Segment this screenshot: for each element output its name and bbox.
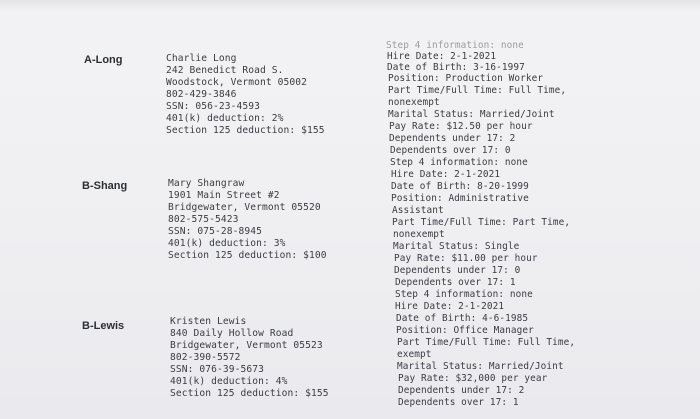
info-line: Hire Date: 2-1-2021 — [387, 51, 497, 62]
info-line: Date of Birth: 4-6-1985 — [396, 313, 529, 324]
info-line: Marital Status: Married/Joint — [397, 361, 564, 372]
employee-401k: 401(k) deduction: 2% — [166, 113, 284, 124]
employee-label-b-lewis: B-Lewis — [82, 320, 125, 332]
info-line: Dependents over 17: 1 — [395, 277, 516, 288]
info-line: Marital Status: Single — [393, 241, 520, 252]
employee-label-b-shang: B-Shang — [82, 180, 128, 192]
info-line: Position: Office Manager — [396, 325, 534, 336]
info-line: Pay Rate: $11.00 per hour — [394, 253, 538, 264]
info-line: Dependents under 17: 2 — [398, 385, 525, 396]
employee-phone: 802-429-3846 — [166, 89, 237, 100]
info-line: Position: Administrative — [391, 193, 529, 204]
info-line: Date of Birth: 3-16-1997 — [387, 62, 525, 73]
info-line: Assistant — [392, 205, 444, 216]
info-line: Hire Date: 2-1-2021 — [391, 169, 501, 180]
employee-city: Bridgewater, Vermont 05520 — [168, 202, 321, 213]
employee-ssn: SSN: 076-39-5673 — [170, 364, 265, 375]
employee-phone: 802-575-5423 — [168, 214, 239, 225]
employee-section125: Section 125 deduction: $155 — [170, 388, 329, 399]
info-line: Dependents under 17: 2 — [389, 133, 516, 144]
info-line: Dependents under 17: 0 — [394, 265, 521, 276]
employee-401k: 401(k) deduction: 4% — [170, 376, 288, 387]
info-line: Part Time/Full Time: Part Time, — [392, 217, 571, 228]
employee-section125: Section 125 deduction: $155 — [166, 125, 325, 136]
info-line: Dependents over 17: 1 — [398, 397, 519, 408]
employee-label-a-long: A-Long — [84, 54, 123, 66]
employee-address: 242 Benedict Road S. — [166, 65, 284, 76]
employee-name: Charlie Long — [166, 53, 237, 64]
employee-401k: 401(k) deduction: 3% — [168, 238, 286, 249]
info-line: Dependents over 17: 0 — [390, 145, 511, 156]
info-line: Part Time/Full Time: Full Time, — [388, 85, 567, 96]
employee-phone: 802-390-5572 — [170, 352, 241, 363]
info-line: Step 4 information: none — [390, 157, 528, 168]
info-line: Date of Birth: 8-20-1999 — [391, 181, 529, 192]
employee-address: 1901 Main Street #2 — [168, 190, 280, 201]
info-line: Position: Production Worker — [388, 73, 544, 84]
info-line: Marital Status: Married/Joint — [388, 109, 555, 120]
employee-ssn: SSN: 075-28-8945 — [168, 226, 263, 237]
info-line: nonexempt — [393, 229, 445, 240]
info-line: Step 4 information: none — [386, 40, 524, 51]
info-line: exempt — [397, 349, 432, 360]
info-line: Pay Rate: $32,000 per year — [398, 373, 548, 384]
employee-city: Bridgewater, Vermont 05523 — [170, 340, 323, 351]
employee-ssn: SSN: 056-23-4593 — [166, 101, 261, 112]
info-line: Part Time/Full Time: Full Time, — [397, 337, 576, 348]
info-line: Hire Date: 2-1-2021 — [395, 301, 505, 312]
info-line: nonexempt — [388, 97, 440, 108]
employee-name: Mary Shangraw — [168, 178, 245, 189]
employee-section125: Section 125 deduction: $100 — [168, 250, 327, 261]
employee-city: Woodstock, Vermont 05002 — [166, 77, 308, 88]
employee-name: Kristen Lewis — [170, 316, 247, 327]
page-shadow — [0, 0, 700, 12]
employee-address: 840 Daily Hollow Road — [170, 328, 294, 339]
info-line: Step 4 information: none — [395, 289, 533, 300]
info-line: Pay Rate: $12.50 per hour — [389, 121, 533, 132]
